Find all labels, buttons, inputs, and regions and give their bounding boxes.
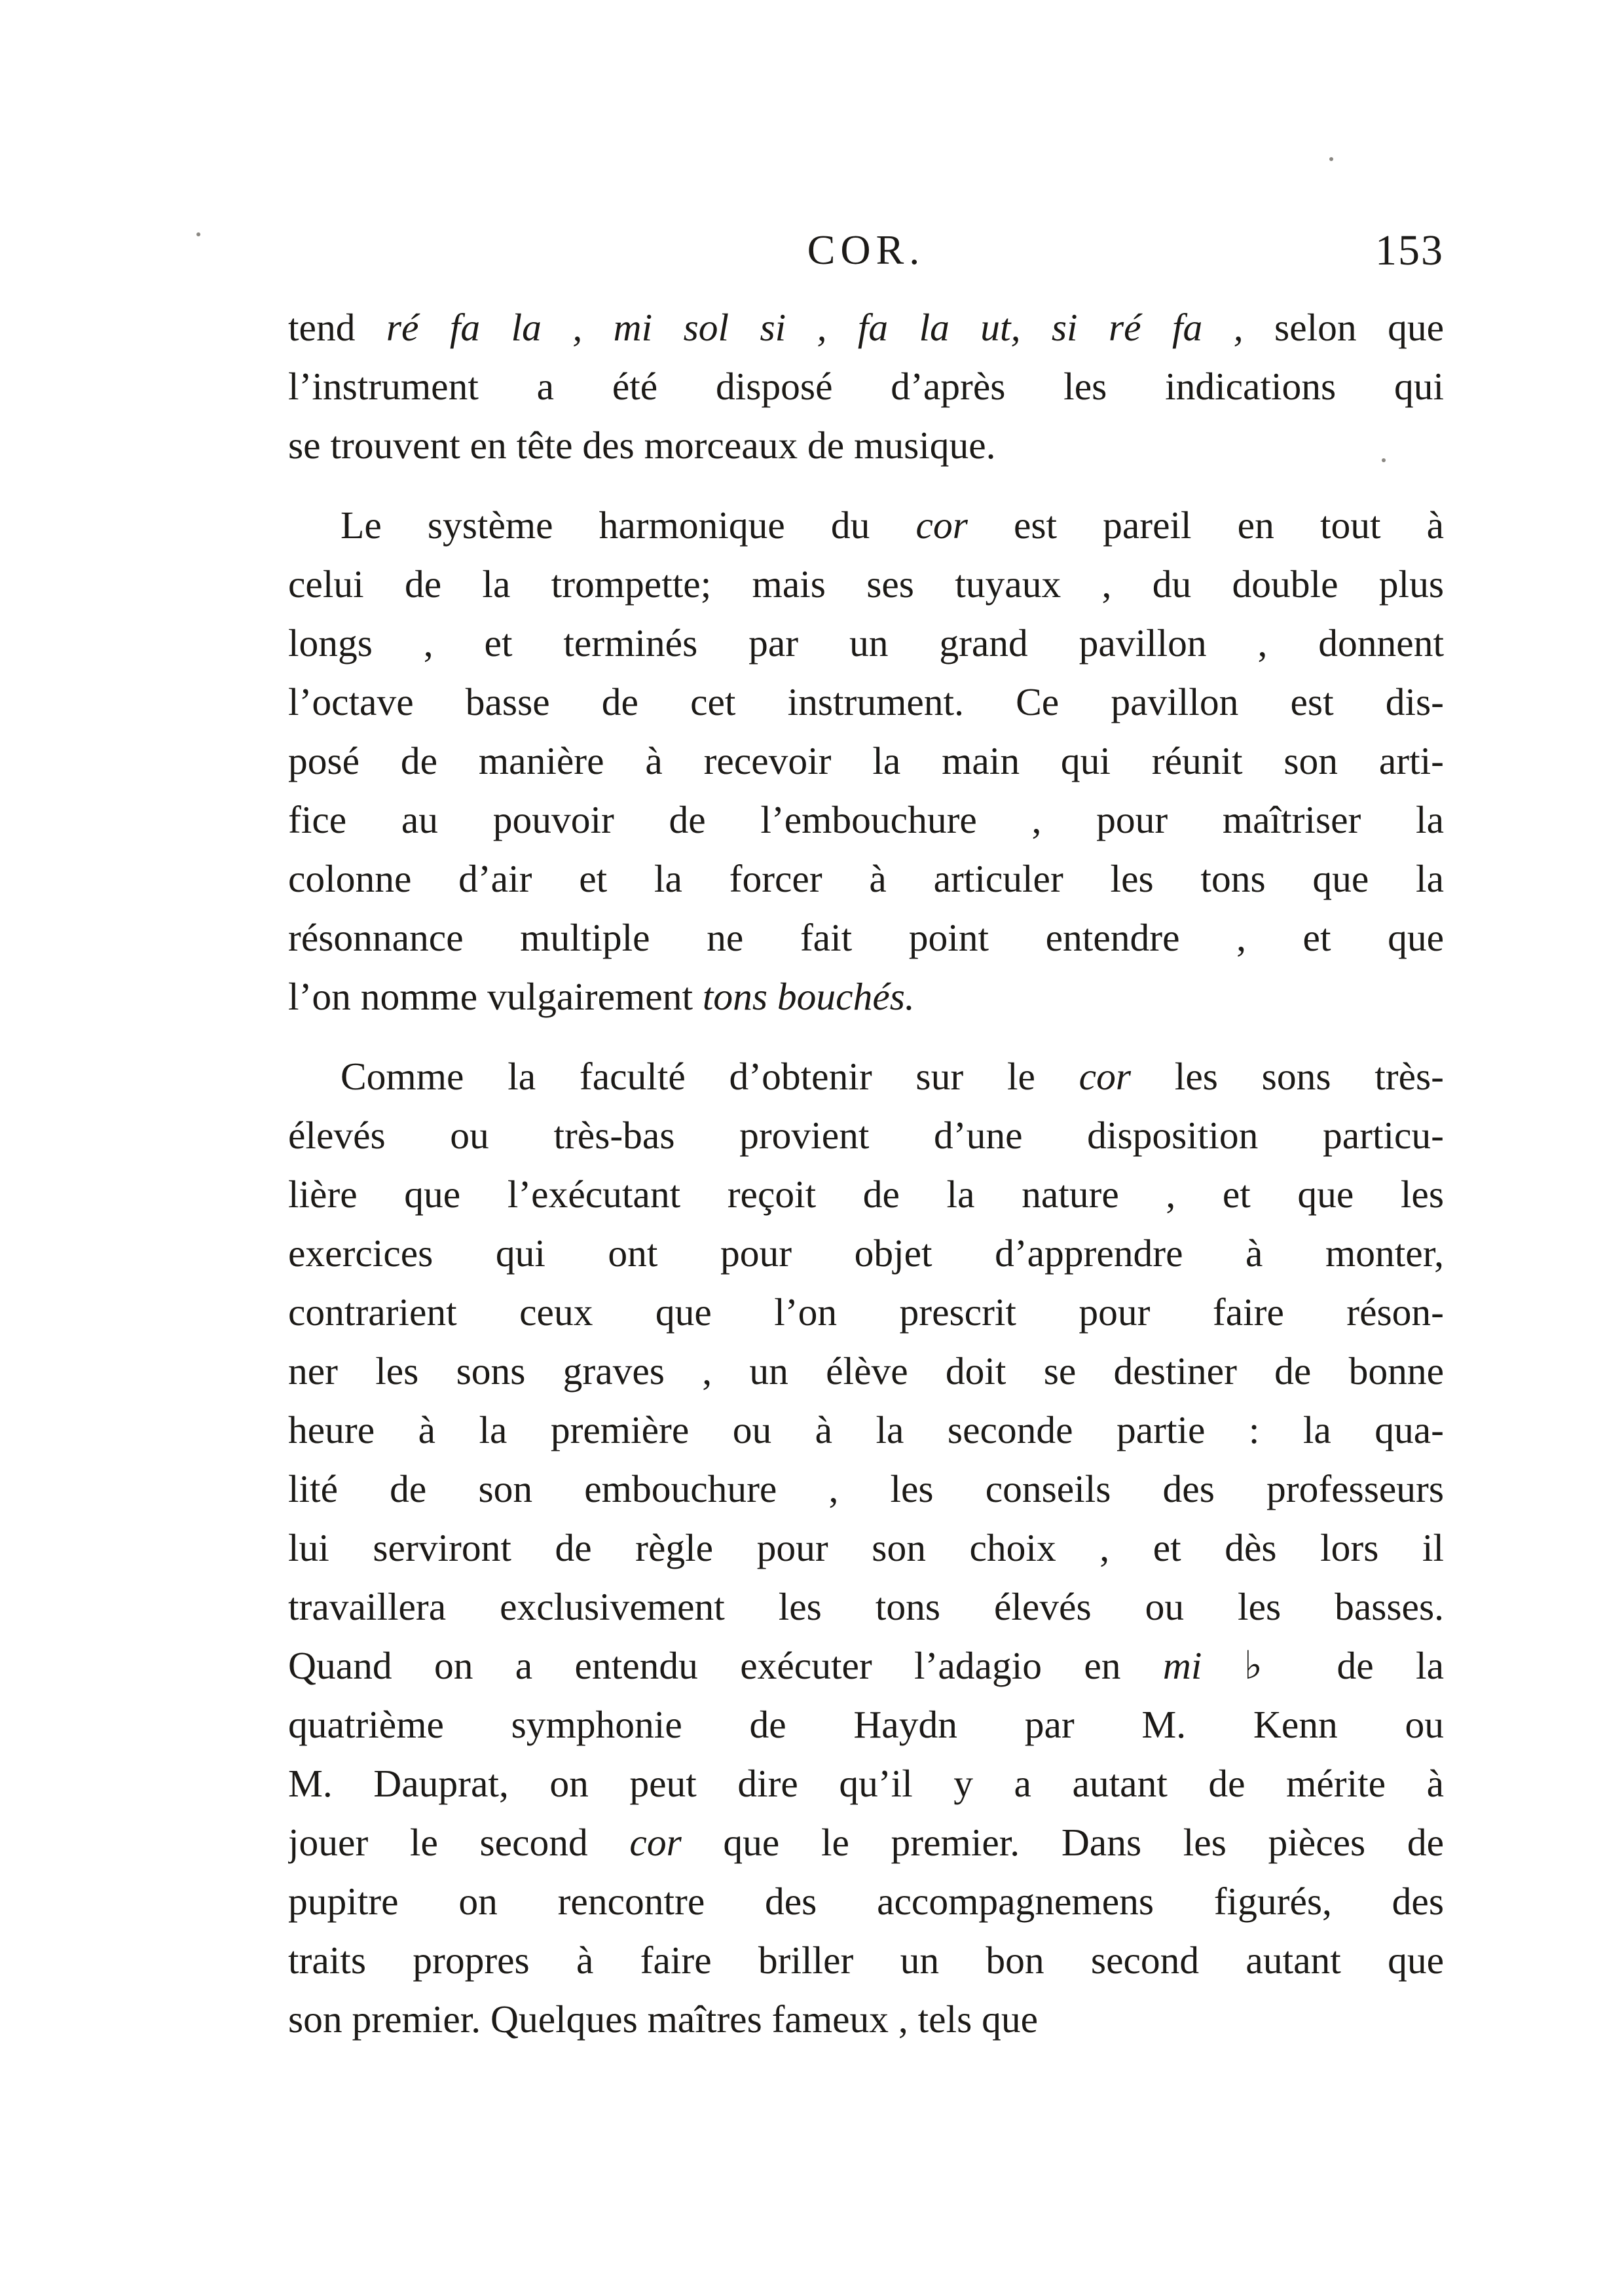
italic-run: cor xyxy=(629,1821,682,1864)
text-line xyxy=(288,967,1444,1026)
text-run: que le premier. Dans les pièces de xyxy=(681,1821,1444,1864)
text-line xyxy=(288,1754,1444,1813)
text-run: exercices qui ont pour objet d’apprendre à monter, xyxy=(288,1231,1444,1275)
text-run: travaillera exclusivement les tons élevés ou les basses. xyxy=(288,1585,1444,1628)
text-line xyxy=(288,555,1444,613)
text-run: lière que l’exécutant reçoit de la nature , et que les xyxy=(288,1173,1444,1216)
text-run: résonnance multiple ne fait point entendre , et que xyxy=(288,916,1444,959)
text-line xyxy=(288,1636,1444,1695)
text-run: Le système harmonique du xyxy=(341,503,916,547)
text-line xyxy=(288,1341,1444,1400)
text-line xyxy=(288,1459,1444,1518)
page-number: 153 xyxy=(1375,227,1444,274)
text-run: l’octave basse de cet instrument. Ce pavillon est dis- xyxy=(288,680,1444,723)
text-line xyxy=(288,1695,1444,1754)
text-run: lité de son embouchure , les conseils des professeurs xyxy=(288,1467,1444,1510)
text-run: l’instrument a été disposé d’après les indications qui xyxy=(288,365,1444,408)
paragraph-gap xyxy=(288,1026,1444,1047)
text-run: quatrième symphonie de Haydn par M. Kenn ou xyxy=(288,1703,1444,1746)
text-line xyxy=(288,1106,1444,1165)
text-run: contrarient ceux que l’on prescrit pour faire réson- xyxy=(288,1290,1444,1334)
text-line xyxy=(288,1283,1444,1341)
text-run: celui de la trompette; mais ses tuyaux , du double plus xyxy=(288,562,1444,606)
body-text xyxy=(288,298,1444,2049)
text-run: Comme la faculté d’obtenir sur le xyxy=(341,1055,1079,1098)
italic-run: ré fa la , mi sol si , fa la ut, si ré fa , xyxy=(386,306,1244,349)
text-run: jouer le second xyxy=(288,1821,630,1864)
text-run: ♭ de la xyxy=(1202,1644,1444,1687)
text-line xyxy=(288,416,1444,475)
text-line xyxy=(288,1872,1444,1931)
text-run: heure à la première ou à la seconde partie : la qua- xyxy=(288,1408,1444,1451)
text-line xyxy=(288,496,1444,555)
text-run: posé de manière à recevoir la main qui réunit son arti- xyxy=(288,739,1444,782)
print-speck xyxy=(1329,157,1333,161)
print-speck xyxy=(1382,458,1386,462)
text-run: se trouvent en tête des morceaux de musique. xyxy=(288,424,996,467)
text-run: fice au pouvoir de l’embouchure , pour maîtriser la xyxy=(288,798,1444,841)
text-run: l’on nomme vulgairement xyxy=(288,975,703,1018)
text-line xyxy=(288,1518,1444,1577)
text-run: pupitre on rencontre des accompagnemens figurés, des xyxy=(288,1880,1444,1923)
text-run: Quand on a entendu exécuter l’adagio en xyxy=(288,1644,1163,1687)
text-run: longs , et terminés par un grand pavillon , donnent xyxy=(288,621,1444,665)
print-speck xyxy=(196,232,200,236)
italic-run: cor xyxy=(1079,1055,1131,1098)
italic-run: cor xyxy=(915,503,968,547)
text-line xyxy=(288,1577,1444,1636)
text-line xyxy=(288,1224,1444,1283)
text-run: tend xyxy=(288,306,386,349)
text-run: les sons très- xyxy=(1131,1055,1444,1098)
italic-run: mi xyxy=(1162,1644,1202,1687)
text-line xyxy=(288,790,1444,849)
text-run: ner les sons graves , un élève doit se destiner de bonne xyxy=(288,1349,1444,1393)
text-line xyxy=(288,613,1444,672)
text-line xyxy=(288,672,1444,731)
text-run: lui serviront de règle pour son choix , et dès lors il xyxy=(288,1526,1444,1569)
running-head: COR. xyxy=(807,227,925,273)
text-line xyxy=(288,1047,1444,1106)
text-line xyxy=(288,1931,1444,1990)
text-line xyxy=(288,908,1444,967)
text-run: est pareil en tout à xyxy=(967,503,1444,547)
page-header xyxy=(288,226,1444,285)
text-line xyxy=(288,357,1444,416)
text-line xyxy=(288,731,1444,790)
text-line xyxy=(288,849,1444,908)
text-run: M. Dauprat, on peut dire qu’il y a autant de mérite à xyxy=(288,1762,1444,1805)
text-line xyxy=(288,1990,1444,2049)
text-run: son premier. Quelques maîtres fameux , tels que xyxy=(288,1997,1039,2041)
text-line xyxy=(288,1813,1444,1872)
paragraph-gap xyxy=(288,475,1444,496)
text-run: traits propres à faire briller un bon second autant que xyxy=(288,1939,1444,1982)
italic-run: tons bouchés. xyxy=(702,975,915,1018)
text-run: colonne d’air et la forcer à articuler les tons que la xyxy=(288,857,1444,900)
text-run: élevés ou très-bas provient d’une disposition particu- xyxy=(288,1114,1444,1157)
text-line xyxy=(288,298,1444,357)
text-run: selon que xyxy=(1243,306,1444,349)
text-line xyxy=(288,1400,1444,1459)
text-line xyxy=(288,1165,1444,1224)
